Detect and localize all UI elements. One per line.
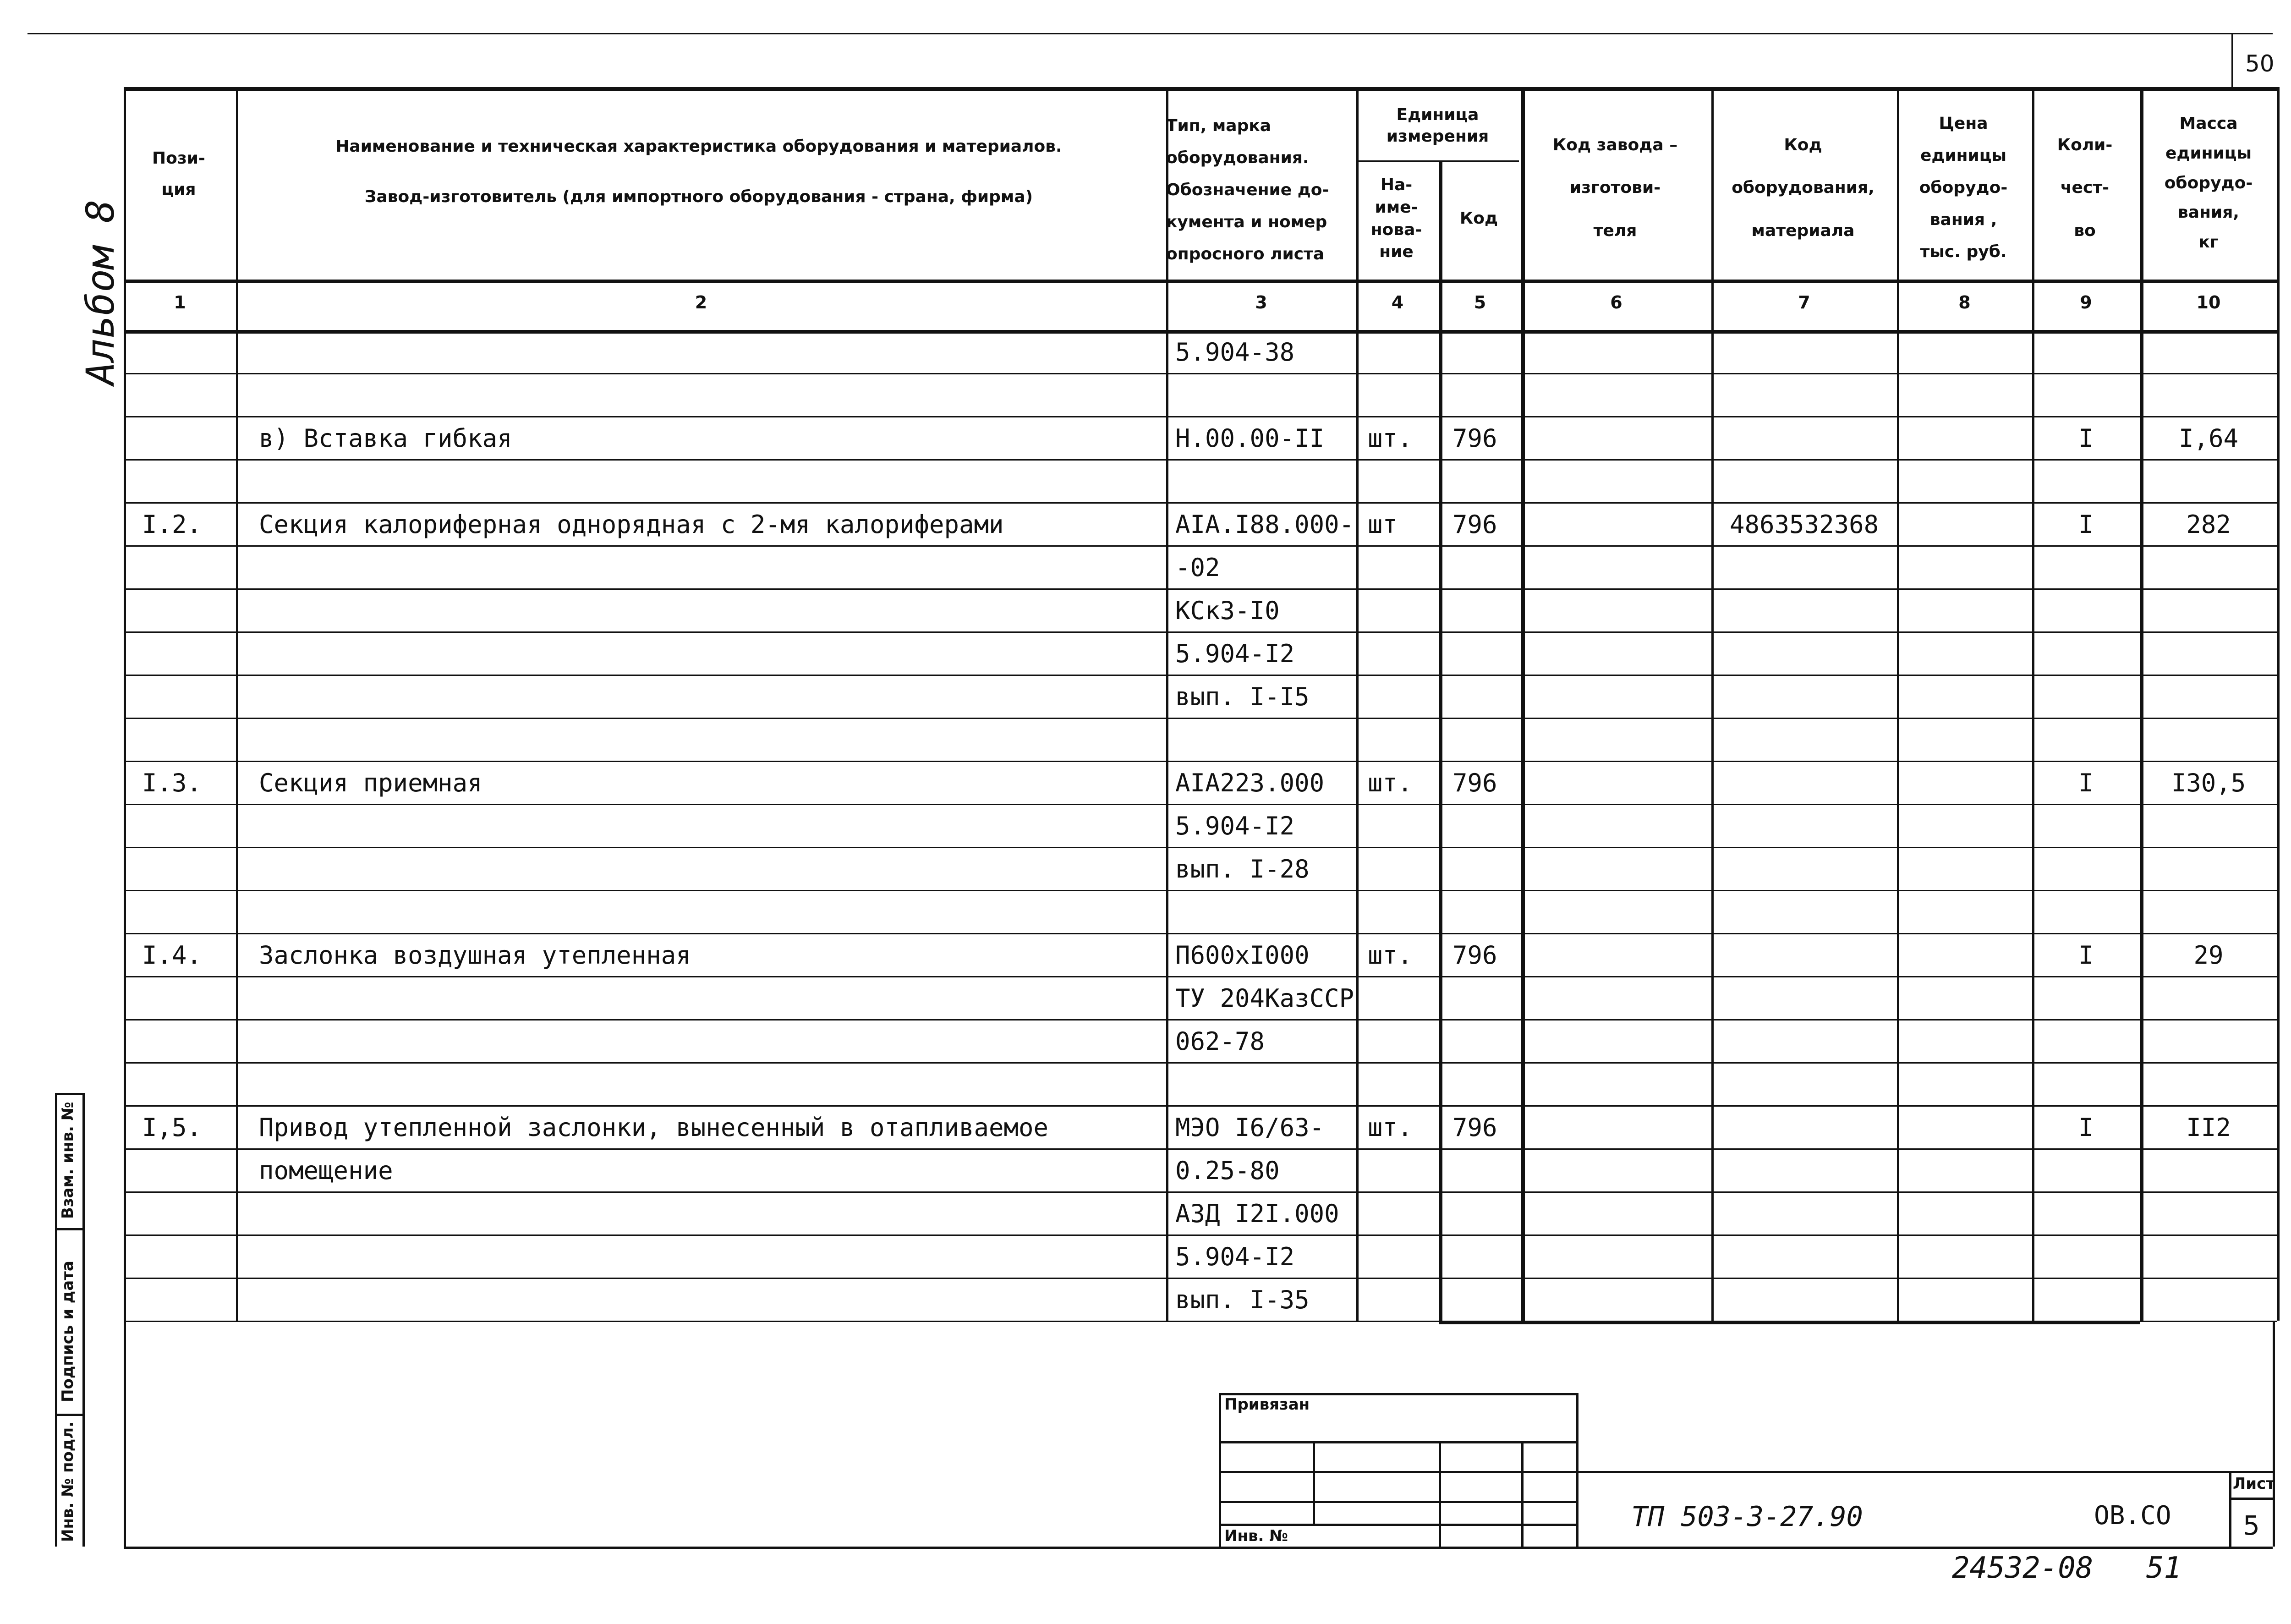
mass-cell: [2140, 1063, 2277, 1106]
mass-cell: [2140, 546, 2277, 589]
column-number-5: 5: [1474, 292, 1486, 313]
unit-cell: [1368, 1192, 1439, 1235]
quantity-cell: [2032, 719, 2140, 762]
name-cell: Привод утепленной заслонки, вынесенный в отапливаемое: [259, 1113, 1049, 1142]
equipment-code-cell: [1730, 331, 1897, 374]
equipment-code-cell: [1730, 632, 1897, 675]
position-cell: [142, 632, 236, 675]
manufacturer-code-cell: [1535, 762, 1711, 805]
doc-cell: Н.00.00-II: [1175, 424, 1325, 453]
position-cell: [142, 417, 236, 460]
unit-code-cell: [1452, 848, 1521, 891]
side-stamp-vzam-inv: Взам. инв. №: [59, 1102, 77, 1219]
doc-cell: АЗД I2I.000: [1175, 1199, 1339, 1228]
unit-code-cell: [1452, 1278, 1521, 1322]
doc-cell: [1175, 460, 1356, 503]
mass-cell: [2140, 1020, 2277, 1063]
header-unit-mass: Масса единицы оборудо- вания, кг: [2164, 114, 2253, 252]
tb-vline-5: [1576, 1393, 1578, 1547]
tb-inv-no: Инв. №: [1224, 1527, 1288, 1545]
column-number-3: 3: [1255, 292, 1267, 313]
position-cell: [142, 331, 236, 374]
position-cell: [142, 1063, 236, 1106]
position-cell: [142, 719, 236, 762]
quantity-cell: [2032, 848, 2140, 891]
name-cell: [259, 1278, 1166, 1322]
name-cell: [259, 1192, 1166, 1235]
manufacturer-code-cell: [1535, 1020, 1711, 1063]
position-cell: [142, 1192, 236, 1235]
unit-cell: шт.: [1368, 941, 1413, 970]
doc-cell: 5.904-38: [1175, 338, 1295, 367]
equipment-code-cell: [1730, 546, 1897, 589]
side-stamp-left-line: [55, 1093, 57, 1547]
quantity-cell: [2032, 1063, 2140, 1106]
quantity-cell: [2032, 805, 2140, 848]
tb-main-top: [1576, 1471, 2273, 1473]
equipment-code-cell: [1730, 675, 1897, 719]
column-divider: [2277, 87, 2280, 1321]
unit-cell: шт.: [1368, 768, 1413, 797]
quantity-cell: I: [2078, 1113, 2094, 1142]
position-cell: [142, 1278, 236, 1322]
equipment-code-cell: [1730, 1149, 1897, 1192]
mass-cell: I,64: [2178, 424, 2239, 453]
unit-cell: [1368, 374, 1439, 417]
column-number-6: 6: [1610, 292, 1622, 313]
header-equipment-code: Код оборудования, материала: [1732, 135, 1874, 240]
unit-cell: [1368, 460, 1439, 503]
header-name-line2: Завод-изготовитель (для импортного оборудования - страна, фирма): [364, 187, 1033, 206]
mass-cell: [2140, 331, 2277, 374]
equipment-code-cell: [1730, 589, 1897, 632]
doc-cell: -02: [1175, 553, 1220, 582]
equipment-code-cell: 4863532368: [1730, 510, 1879, 539]
tb-section: ОВ.СО: [2094, 1501, 2171, 1531]
equipment-code-cell: [1730, 460, 1897, 503]
doc-cell: 0.25-80: [1175, 1156, 1280, 1185]
name-cell: [259, 632, 1166, 675]
side-stamp-right-line: [82, 1093, 85, 1547]
quantity-cell: I: [2078, 510, 2094, 539]
header-unit-code: Код: [1459, 209, 1498, 228]
name-cell: [259, 848, 1166, 891]
doc-cell: 5.904-I2: [1175, 639, 1295, 668]
manufacturer-code-cell: [1535, 417, 1711, 460]
side-stamp-podpis-data: Подпись и дата: [59, 1261, 77, 1402]
name-cell: [259, 589, 1166, 632]
manufacturer-code-cell: [1535, 891, 1711, 934]
equipment-code-cell: [1730, 1192, 1897, 1235]
doc-cell: МЭО I6/63-: [1175, 1113, 1325, 1142]
manufacturer-code-cell: [1535, 503, 1711, 546]
mass-cell: [2140, 805, 2277, 848]
unit-code-cell: [1452, 460, 1521, 503]
equipment-code-cell: [1730, 417, 1897, 460]
position-cell: [142, 374, 236, 417]
doc-cell: вып. I-I5: [1175, 682, 1310, 711]
unit-code-cell: [1452, 589, 1521, 632]
name-cell: [259, 719, 1166, 762]
position-cell: [142, 1149, 236, 1192]
unit-code-cell: [1452, 675, 1521, 719]
unit-code-cell: [1452, 1149, 1521, 1192]
tb-sheet-left: [2229, 1471, 2231, 1547]
header-unit-price: Цена единицы оборудо- вания , тыс. руб.: [1919, 114, 2008, 262]
manufacturer-code-cell: [1535, 934, 1711, 977]
quantity-cell: I: [2078, 941, 2094, 970]
doc-cell: ТУ 204КазССР: [1175, 984, 1354, 1013]
unit-cell: [1368, 675, 1439, 719]
table-top-border: [124, 87, 2277, 91]
unit-cell: [1368, 1235, 1439, 1278]
tb-sheet-label: Лист: [2233, 1475, 2275, 1493]
page-number-box-left: [2231, 33, 2233, 88]
doc-cell: [1175, 719, 1356, 762]
name-cell: [259, 805, 1166, 848]
manufacturer-code-cell: [1535, 1149, 1711, 1192]
quantity-cell: [2032, 1192, 2140, 1235]
name-cell: [259, 977, 1166, 1020]
price-cell: [1911, 891, 2032, 934]
position-cell: [142, 589, 236, 632]
manufacturer-code-cell: [1535, 374, 1711, 417]
unit-cell: шт.: [1368, 1113, 1413, 1142]
price-cell: [1911, 1192, 2032, 1235]
manufacturer-code-cell: [1535, 1278, 1711, 1322]
price-cell: [1911, 934, 2032, 977]
doc-cell: AIA.I88.000-: [1175, 510, 1354, 539]
price-cell: [1911, 546, 2032, 589]
tb-vline-2: [1313, 1441, 1315, 1524]
position-cell: I.2.: [142, 510, 202, 539]
quantity-cell: [2032, 331, 2140, 374]
price-cell: [1911, 503, 2032, 546]
doc-cell: 5.904-I2: [1175, 812, 1295, 840]
manufacturer-code-cell: [1535, 719, 1711, 762]
quantity-cell: [2032, 546, 2140, 589]
unit-code-cell: [1452, 977, 1521, 1020]
price-cell: [1911, 1235, 2032, 1278]
manufacturer-code-cell: [1535, 1235, 1711, 1278]
position-cell: I.3.: [142, 768, 202, 797]
column-number-10: 10: [2196, 292, 2221, 313]
doc-cell: 5.904-I2: [1175, 1242, 1295, 1271]
position-cell: [142, 891, 236, 934]
unit-cell: [1368, 546, 1439, 589]
manufacturer-code-cell: [1535, 1063, 1711, 1106]
doc-cell: 062-78: [1175, 1027, 1265, 1056]
side-stamp-inv-podl: Инв. № подл.: [59, 1421, 77, 1542]
unit-cell: [1368, 589, 1439, 632]
manufacturer-code-cell: [1535, 848, 1711, 891]
column-number-1: 1: [174, 292, 186, 313]
mass-cell: [2140, 1149, 2277, 1192]
equipment-code-cell: [1730, 1106, 1897, 1149]
unit-code-cell: [1452, 1020, 1521, 1063]
quantity-cell: [2032, 891, 2140, 934]
manufacturer-code-cell: [1535, 460, 1711, 503]
manufacturer-code-cell: [1535, 589, 1711, 632]
column-number-7: 7: [1798, 292, 1810, 313]
manufacturer-code-cell: [1535, 546, 1711, 589]
unit-cell: [1368, 1149, 1439, 1192]
doc-cell: КСк3-I0: [1175, 596, 1280, 625]
quantity-cell: [2032, 1149, 2140, 1192]
price-cell: [1911, 331, 2032, 374]
unit-code-cell: [1452, 1063, 1521, 1106]
manufacturer-code-cell: [1535, 805, 1711, 848]
price-cell: [1911, 374, 2032, 417]
doc-cell: вып. I-28: [1175, 855, 1310, 883]
mass-cell: [2140, 1278, 2277, 1322]
unit-code-cell: [1452, 719, 1521, 762]
quantity-cell: [2032, 374, 2140, 417]
name-cell: [259, 1235, 1166, 1278]
mass-cell: [2140, 719, 2277, 762]
tb-vline-1: [1219, 1393, 1221, 1547]
price-cell: [1911, 977, 2032, 1020]
position-cell: [142, 977, 236, 1020]
header-type-mark: Тип, марка оборудования. Обозначение до- кумента и номер опросного листа: [1166, 116, 1329, 264]
column-divider: [236, 87, 238, 1321]
unit-cell: [1368, 632, 1439, 675]
manufacturer-code-cell: [1535, 331, 1711, 374]
doc-cell: вып. I-35: [1175, 1285, 1310, 1314]
frame-left-line: [124, 1321, 126, 1547]
unit-cell: [1368, 1278, 1439, 1322]
doc-cell: [1175, 374, 1356, 417]
unit-cell: [1368, 1020, 1439, 1063]
position-cell: [142, 546, 236, 589]
price-cell: [1911, 589, 2032, 632]
unit-cell: [1368, 848, 1439, 891]
unit-cell: шт: [1368, 510, 1398, 539]
unit-cell: [1368, 1063, 1439, 1106]
quantity-cell: [2032, 675, 2140, 719]
price-cell: [1911, 1149, 2032, 1192]
position-cell: [142, 675, 236, 719]
quantity-cell: [2032, 460, 2140, 503]
name-cell: Секция калориферная однорядная с 2-мя калориферами: [259, 510, 1004, 539]
mass-cell: [2140, 1192, 2277, 1235]
header-position: Пози- ция: [152, 148, 205, 199]
manufacturer-code-cell: [1535, 1106, 1711, 1149]
mass-cell: [2140, 460, 2277, 503]
price-cell: [1911, 417, 2032, 460]
equipment-code-cell: [1730, 762, 1897, 805]
price-cell: [1911, 675, 2032, 719]
name-cell: [259, 331, 1166, 374]
quantity-cell: [2032, 1020, 2140, 1063]
doc-cell: [1175, 891, 1356, 934]
column-divider: [1439, 160, 1442, 1321]
position-cell: [142, 1235, 236, 1278]
equipment-code-cell: [1730, 848, 1897, 891]
top-border-line: [27, 33, 2273, 34]
equipment-code-cell: [1730, 1278, 1897, 1322]
name-cell: в) Вставка гибкая: [259, 424, 512, 453]
quantity-cell: I: [2078, 768, 2094, 797]
price-cell: [1911, 848, 2032, 891]
page-number: 50: [2245, 50, 2275, 77]
unit-cell: [1368, 719, 1439, 762]
header-name-line1: Наименование и техническая характеристика оборудования и материалов.: [335, 137, 1062, 156]
name-cell: [259, 1063, 1166, 1106]
mass-cell: [2140, 977, 2277, 1020]
position-cell: [142, 1020, 236, 1063]
equipment-code-cell: [1730, 1020, 1897, 1063]
quantity-cell: [2032, 1235, 2140, 1278]
unit-code-cell: 796: [1452, 768, 1497, 797]
column-number-9: 9: [2080, 292, 2092, 313]
side-stamp-div1: [55, 1228, 85, 1230]
header-manufacturer-code: Код завода – изготови- теля: [1552, 135, 1678, 240]
manufacturer-code-cell: [1535, 675, 1711, 719]
header-unit-name: На- име- нова- ние: [1370, 176, 1422, 262]
unit-code-cell: [1452, 374, 1521, 417]
mass-cell: II2: [2186, 1113, 2231, 1142]
quantity-cell: [2032, 1278, 2140, 1322]
unit-code-cell: 796: [1452, 1113, 1497, 1142]
tb-privyazan: Привязан: [1224, 1395, 1310, 1414]
position-cell: [142, 805, 236, 848]
unit-code-cell: 796: [1452, 941, 1497, 970]
mass-cell: 29: [2193, 941, 2224, 970]
name-cell: помещение: [259, 1156, 393, 1185]
name-cell: [259, 675, 1166, 719]
column-number-2: 2: [695, 292, 707, 313]
doc-cell: П600хI000: [1175, 941, 1310, 970]
equipment-code-cell: [1730, 719, 1897, 762]
unit-cell: [1368, 805, 1439, 848]
unit-code-cell: 796: [1452, 424, 1497, 453]
column-divider: [124, 87, 126, 1321]
unit-code-cell: [1452, 632, 1521, 675]
position-cell: I,5.: [142, 1113, 202, 1142]
unit-code-cell: [1452, 1192, 1521, 1235]
doc-cell: [1175, 1063, 1356, 1106]
mass-cell: [2140, 632, 2277, 675]
unit-code-cell: 796: [1452, 510, 1497, 539]
frame-bottom-line: [124, 1547, 2273, 1549]
unit-code-cell: [1452, 805, 1521, 848]
frame-right-line: [2273, 1321, 2275, 1547]
equipment-code-cell: [1730, 1063, 1897, 1106]
manufacturer-code-cell: [1535, 1192, 1711, 1235]
mass-cell: [2140, 374, 2277, 417]
price-cell: [1911, 1020, 2032, 1063]
equipment-code-cell: [1730, 374, 1897, 417]
column-number-8: 8: [1958, 292, 1971, 313]
header-quantity: Коли- чест- во: [2057, 135, 2113, 240]
unit-cell: [1368, 891, 1439, 934]
name-cell: Заслонка воздушная утепленная: [259, 941, 691, 970]
tb-sheet-div: [2229, 1498, 2273, 1500]
bottom-note: 24532-08 51: [1952, 1551, 2181, 1585]
manufacturer-code-cell: [1535, 632, 1711, 675]
tb-vline-4: [1521, 1441, 1524, 1547]
quantity-cell: [2032, 977, 2140, 1020]
mass-cell: [2140, 891, 2277, 934]
name-cell: [259, 460, 1166, 503]
name-cell: [259, 546, 1166, 589]
tb-vline-3: [1439, 1441, 1441, 1547]
manufacturer-code-cell: [1535, 977, 1711, 1020]
mass-cell: [2140, 589, 2277, 632]
mass-cell: 282: [2186, 510, 2231, 539]
mass-cell: [2140, 1235, 2277, 1278]
name-cell: [259, 891, 1166, 934]
unit-cell: [1368, 331, 1439, 374]
equipment-code-cell: [1730, 891, 1897, 934]
position-cell: [142, 460, 236, 503]
side-stamp-top-line: [55, 1093, 85, 1095]
position-cell: I.4.: [142, 941, 202, 970]
price-cell: [1911, 1278, 2032, 1322]
mass-cell: I30,5: [2171, 768, 2246, 797]
name-cell: Секция приемная: [259, 768, 482, 797]
equipment-code-cell: [1730, 934, 1897, 977]
quantity-cell: [2032, 589, 2140, 632]
column-number-4: 4: [1391, 292, 1404, 313]
quantity-cell: [2032, 632, 2140, 675]
price-cell: [1911, 805, 2032, 848]
equipment-code-cell: [1730, 1235, 1897, 1278]
price-cell: [1911, 1106, 2032, 1149]
tb-doc-code: ТП 503-3-27.90: [1631, 1501, 1863, 1533]
album-label: Альбом 8: [78, 199, 123, 385]
mass-cell: [2140, 675, 2277, 719]
unit-cell: шт.: [1368, 424, 1413, 453]
price-cell: [1911, 762, 2032, 805]
price-cell: [1911, 1063, 2032, 1106]
unit-code-cell: [1452, 331, 1521, 374]
quantity-cell: I: [2078, 424, 2094, 453]
doc-cell: AIA223.000: [1175, 768, 1325, 797]
price-cell: [1911, 460, 2032, 503]
header-unit-group: Единица измерения: [1386, 105, 1489, 146]
tb-sheet-number: 5: [2243, 1510, 2260, 1541]
position-cell: [142, 848, 236, 891]
side-stamp-div2: [55, 1414, 85, 1416]
equipment-code-cell: [1730, 805, 1897, 848]
unit-code-cell: [1452, 546, 1521, 589]
price-cell: [1911, 632, 2032, 675]
mass-cell: [2140, 848, 2277, 891]
unit-code-cell: [1452, 1235, 1521, 1278]
unit-cell: [1368, 977, 1439, 1020]
unit-code-cell: [1452, 891, 1521, 934]
price-cell: [1911, 719, 2032, 762]
name-cell: [259, 374, 1166, 417]
equipment-code-cell: [1730, 977, 1897, 1020]
name-cell: [259, 1020, 1166, 1063]
